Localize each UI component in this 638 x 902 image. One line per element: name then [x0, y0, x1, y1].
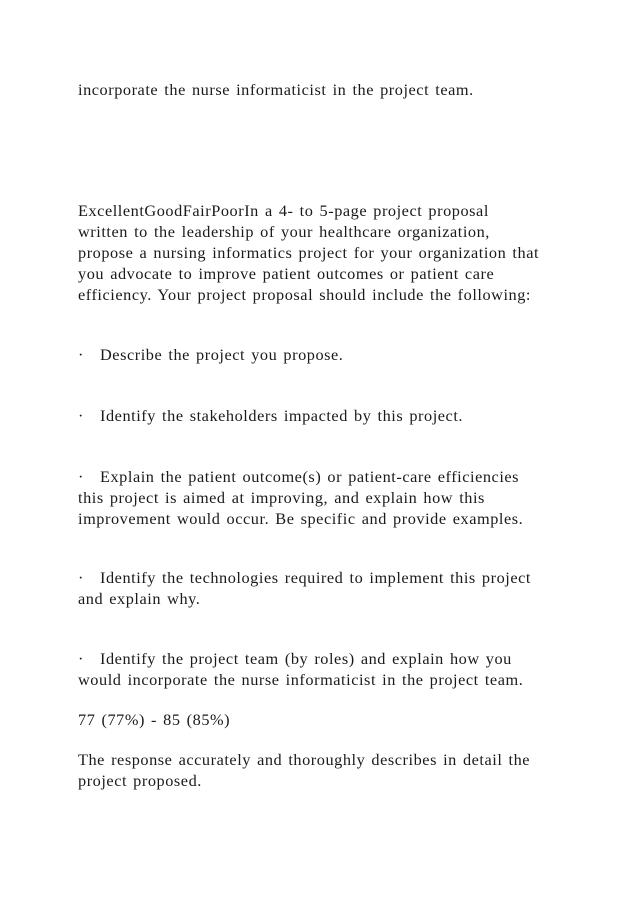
list-item — [78, 467, 519, 487]
list-item — [78, 568, 531, 588]
list-item-continuation: would incorporate the nurse informaticist in the project team. — [78, 670, 524, 689]
prompt-line: you advocate to improve patient outcomes or patient care — [78, 264, 495, 283]
list-item-text: Identify the technologies required to implement this project — [100, 568, 531, 587]
list-item-text: Describe the project you propose. — [100, 345, 344, 364]
intro-line: incorporate the nurse informaticist in the project team. — [78, 80, 474, 99]
list-item-continuation: and explain why. — [78, 589, 201, 608]
list-item-text: Identify the project team (by roles) and explain how you — [100, 649, 512, 668]
list-item-continuation: improvement would occur. Be specific and provide examples. — [78, 509, 524, 528]
list-item — [78, 345, 343, 365]
response-line: The response accurately and thoroughly describes in detail the — [78, 750, 531, 769]
prompt-line: written to the leadership of your healthcare organization, — [78, 222, 490, 241]
bullet-icon: · — [78, 568, 84, 587]
response-line: project proposed. — [78, 771, 202, 790]
score-range: 77 (77%) - 85 (85%) — [78, 710, 231, 729]
prompt-line: ExcellentGoodFairPoorIn a 4- to 5-page project proposal — [78, 201, 489, 220]
prompt-line: efficiency. Your project proposal should include the following: — [78, 285, 532, 304]
list-item-text: Identify the stakeholders impacted by this project. — [100, 406, 464, 425]
list-item-continuation: this project is aimed at improving, and explain how this — [78, 488, 485, 507]
bullet-icon: · — [78, 345, 84, 364]
bullet-icon: · — [78, 649, 84, 668]
list-item — [78, 406, 463, 426]
prompt-line: propose a nursing informatics project for your organization that — [78, 243, 540, 262]
list-item — [78, 649, 512, 669]
bullet-icon: · — [78, 406, 84, 425]
list-item-text: Explain the patient outcome(s) or patient-care efficiencies — [100, 467, 520, 486]
bullet-icon: · — [78, 467, 84, 486]
